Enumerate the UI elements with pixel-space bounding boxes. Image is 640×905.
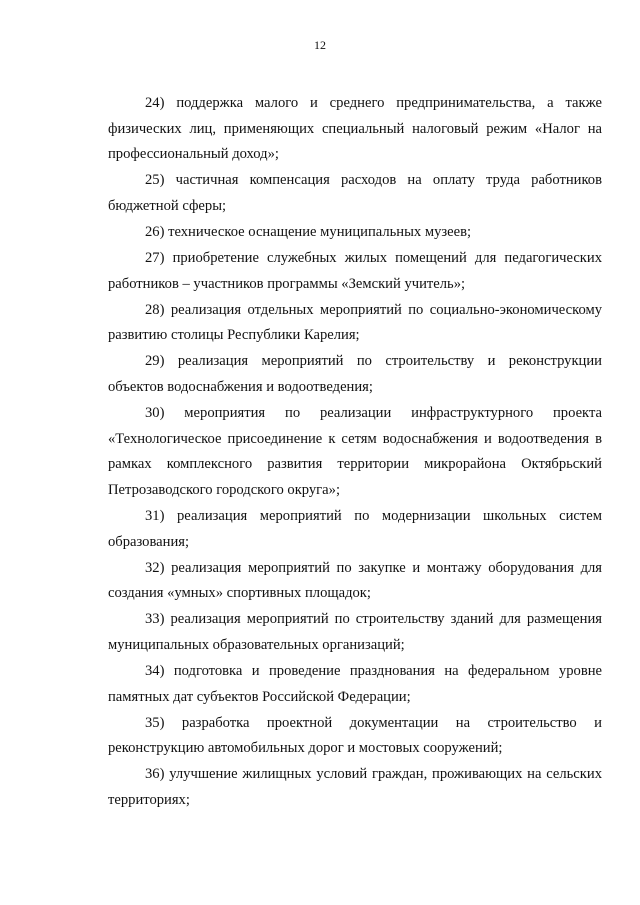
- list-item-28: 28) реализация отдельных мероприятий по социально-экономическому развитию столицы Республики Карелия;: [108, 301, 602, 344]
- list-item-33: 33) реализация мероприятий по строительству зданий для размещения муниципальных образовательных организаций;: [108, 611, 602, 653]
- list-item-36: 36) улучшение жилищных условий граждан, проживающих на сельских территориях;: [108, 766, 602, 809]
- list-item-32: 32) реализация мероприятий по закупке и монтажу оборудования для создания «умных» спортивных площадок;: [108, 559, 602, 602]
- list-item-30: 30) мероприятия по реализации инфраструктурного проекта «Технологическое присоединение к сетям водоснабжения и водоотведения в рамках комплексного развития территории микрорайона Октябрьский Петрозаводского городского округа»;: [108, 405, 602, 498]
- list-item-26: 26) техническое оснащение муниципальных музеев;: [145, 223, 472, 240]
- list-item-25: 25) частичная компенсация расходов на оплату труда работников бюджетной сферы;: [108, 172, 602, 214]
- document-body: [108, 91, 602, 814]
- list-item-29: 29) реализация мероприятий по строительству и реконструкции объектов водоснабжения и водоотведения;: [108, 353, 602, 396]
- list-item-34: 34) подготовка и проведение празднования на федеральном уровне памятных дат субъектов Российской Федерации;: [108, 663, 602, 705]
- list-item-31: 31) реализация мероприятий по модернизации школьных систем образования;: [108, 508, 602, 550]
- page-number: 12: [314, 38, 326, 52]
- list-item-27: 27) приобретение служебных жилых помещений для педагогических работников – участников программы «Земский учитель»;: [108, 250, 602, 292]
- list-item-24: 24) поддержка малого и среднего предпринимательства, а также физических лиц, применяющих специальный налоговый режим «Налог на профессиональный доход»;: [108, 95, 602, 163]
- list-item-35: 35) разработка проектной документации на строительство и реконструкцию автомобильных дорог и мостовых сооружений;: [108, 714, 602, 757]
